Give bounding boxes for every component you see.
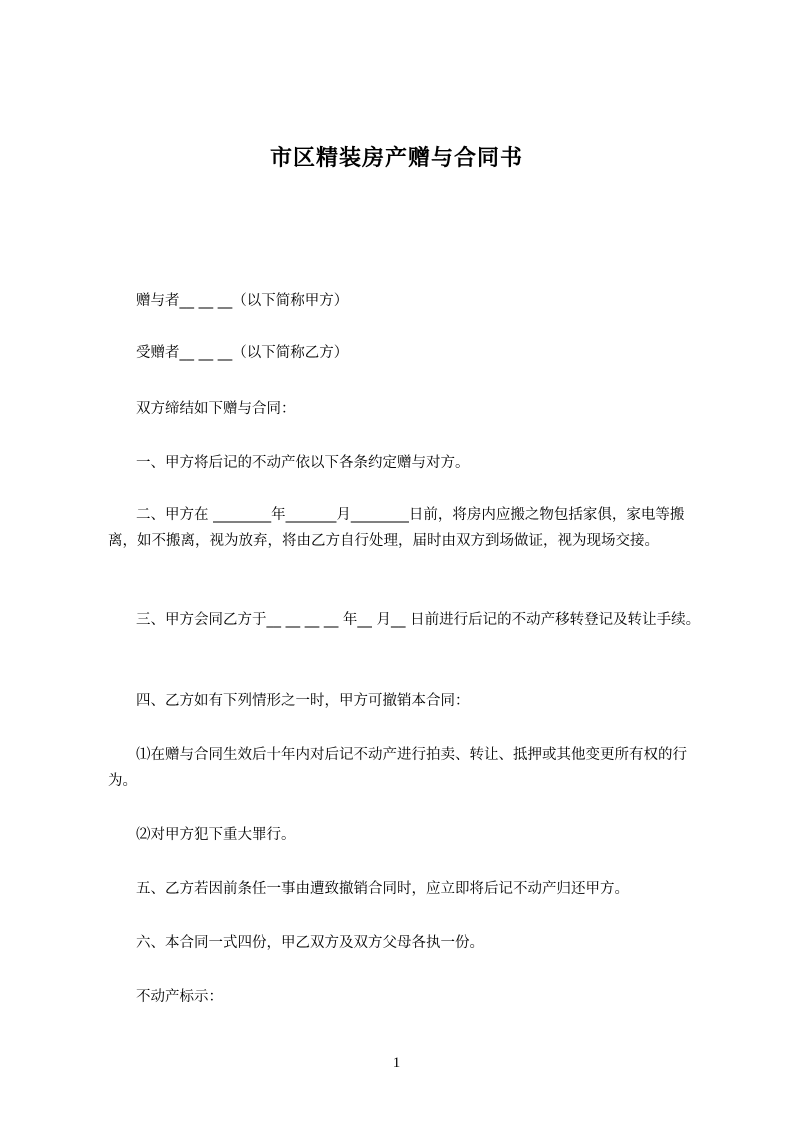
paragraph-donee: 受赠者__ __ __（以下简称乙方） <box>136 345 349 361</box>
document-title: 市区精装房产赠与合同书 <box>269 146 523 171</box>
clause-1: 一、甲方将后记的不动产依以下各条约定赠与对方。 <box>136 455 470 471</box>
clause-5: 五、乙方若因前条任一事由遭致撤销合同时，应立即将后记不动产归还甲方。 <box>136 881 629 897</box>
clause-2: 二、甲方在 ________年_______月________日前，将房内应搬之物包括家俱，家电等搬离，如不搬离，视为放弃，将由乙方自行处理，届时由双方到场做证，视为现场交接。 <box>108 507 685 549</box>
paragraph-intro: 双方缔结如下赠与合同： <box>136 401 296 417</box>
clause-4-item-1: ⑴在赠与合同生效后十年内对后记不动产进行拍卖、转让、抵押或其他变更所有权的行为。 <box>108 747 687 789</box>
page-number: 1 <box>392 1055 401 1071</box>
property-label: 不动产标示： <box>136 989 223 1005</box>
clause-4-item-2: ⑵对甲方犯下重大罪行。 <box>136 827 296 843</box>
clause-4: 四、乙方如有下列情形之一时，甲方可撤销本合同： <box>136 693 470 709</box>
clause-6: 六、本合同一式四份，甲乙双方及双方父母各执一份。 <box>136 935 484 951</box>
clause-3: 三、甲方会同乙方于__ __ __ __ 年__ 月__ 日前进行后记的不动产移转登记及转让手续。 <box>136 612 701 628</box>
paragraph-donor: 赠与者__ __ __（以下简称甲方） <box>136 293 349 309</box>
